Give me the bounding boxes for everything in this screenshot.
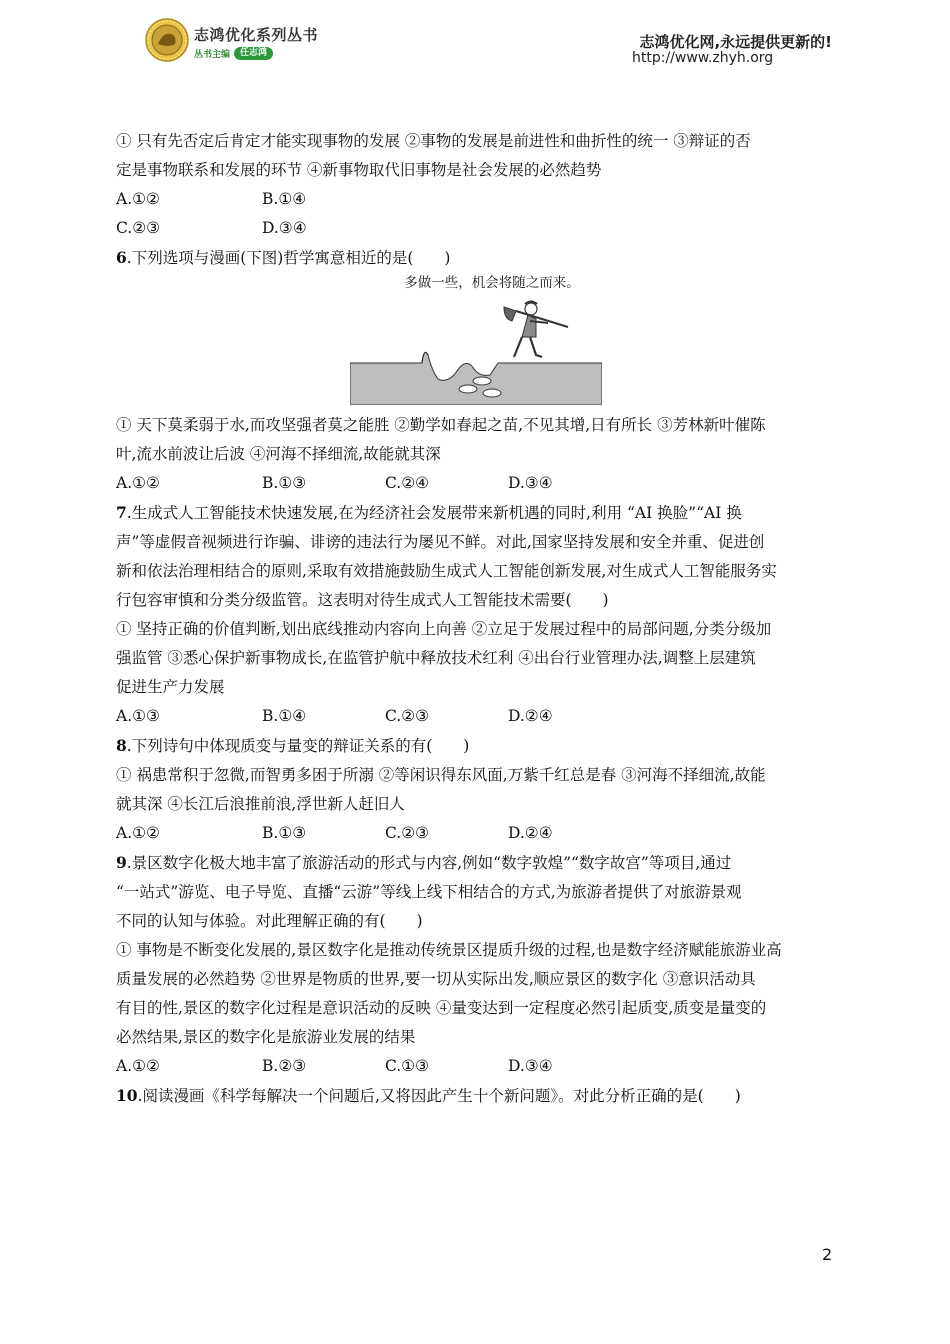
q8-statement-line: 就其深 ④长江后浪推前浪,浮世新人赶旧人	[116, 795, 405, 813]
q7-stem-line: 声”等虚假音视频进行诈骗、诽谤的违法行为屡见不鲜。对此,国家坚持发展和安全并重、促进创	[116, 533, 765, 551]
option-a: A.①③	[116, 707, 160, 725]
option-a: A.①②	[116, 474, 160, 492]
q9-stem-line: 不同的认知与体验。对此理解正确的有( )	[116, 912, 423, 930]
option-c: C.②③	[385, 707, 430, 725]
q7-stem-text: .生成式人工智能技术快速发展,在为经济社会发展带来新机遇的同时,利用 “AI 换脸”“AI 换	[126, 504, 742, 522]
q5-statement-line: 定是事物联系和发展的环节 ④新事物取代旧事物是社会发展的必然趋势	[116, 161, 602, 179]
q7-statement-line: ① 坚持正确的价值判断,划出底线推动内容向上向善 ②立足于发展过程中的局部问题,分类分级加	[116, 620, 772, 638]
option-c: C.②③	[385, 824, 430, 842]
option-a: A.①②	[116, 1057, 160, 1075]
q6-number: 6	[116, 248, 127, 267]
q5-options	[116, 185, 838, 214]
q9-statement-line: 必然结果,景区的数字化是旅游业发展的结果	[116, 1028, 416, 1046]
option-d: D.③④	[508, 1057, 553, 1075]
option-d: D.②④	[508, 824, 553, 842]
q7-statement-line: 促进生产力发展	[116, 678, 225, 696]
site-url[interactable]: http://www.zhyh.org	[632, 50, 774, 66]
option-b: B.①④	[262, 190, 307, 208]
q9-number: 9	[116, 853, 127, 872]
q8-stem	[116, 731, 838, 761]
q6-cartoon-figure	[350, 297, 602, 405]
q7-number: 7	[116, 503, 127, 522]
option-d: D.③④	[262, 219, 307, 237]
option-b: B.②③	[262, 1057, 307, 1075]
q10-stem-text: .阅读漫画《科学每解决一个问题后,又将因此产生十个新问题》。对此分析正确的是( )	[137, 1087, 741, 1105]
brand-sub-name: 任志鸿	[234, 47, 273, 60]
q8-options	[116, 819, 838, 848]
brand-subtitle	[194, 47, 273, 60]
page-number: 2	[822, 1245, 833, 1264]
q6-statement-line: ① 天下莫柔弱于水,而攻坚强者莫之能胜 ②勤学如春起之苗,不见其增,日有所长 ③芳林新叶催陈	[116, 416, 766, 434]
q8-statement-line: ① 祸患常积于忽微,而智勇多困于所溺 ②等闲识得东风面,万紫千红总是春 ③河海不择细流,故能	[116, 766, 766, 784]
q10-stem	[116, 1081, 838, 1111]
brand-sub-label: 丛书主编	[194, 50, 231, 60]
option-d: D.③④	[508, 474, 553, 492]
q9-options	[116, 1052, 838, 1081]
q9-stem-text: .景区数字化极大地丰富了旅游活动的形式与内容,例如“数字敦煌”“数字故宫”等项目,通过	[126, 854, 732, 872]
q7-stem-line: 新和依法治理相结合的原则,采取有效措施鼓励生成式人工智能创新发展,对生成式人工智能服务实	[116, 562, 777, 580]
q7-stem-line: 行包容审慎和分类分级监管。这表明对待生成式人工智能技术需要( )	[116, 591, 609, 609]
q7-stem	[116, 498, 838, 528]
q10-number: 10	[116, 1086, 138, 1105]
option-a: A.①②	[116, 824, 160, 842]
option-c: C.②④	[385, 474, 430, 492]
q5-options	[116, 214, 838, 243]
page-header	[0, 0, 950, 80]
q9-statement-line: ① 事物是不断变化发展的,景区数字化是推动传统景区提质升级的过程,也是数字经济赋能旅游业高	[116, 941, 782, 959]
q5-statement-line: ① 只有先否定后肯定才能实现事物的发展 ②事物的发展是前进性和曲折性的统一 ③辩证的否	[116, 132, 751, 150]
q6-statement-line: 叶,流水前波让后波 ④河海不择细流,故能就其深	[116, 445, 441, 463]
question-content	[116, 127, 838, 1111]
q7-statement-line: 强监管 ③悉心保护新事物成长,在监管护航中释放技术红利 ④出台行业管理办法,调整上层建筑	[116, 649, 756, 667]
q9-statement-line: 质量发展的必然趋势 ②世界是物质的世界,要一切从实际出发,顺应景区的数字化 ③意识活动具	[116, 970, 756, 988]
option-c: C.②③	[116, 219, 161, 237]
brand-title: 志鸿优化系列丛书	[194, 26, 319, 44]
option-b: B.①④	[262, 707, 307, 725]
option-a: A.①②	[116, 190, 160, 208]
option-b: B.①③	[262, 824, 307, 842]
q9-stem-line: “一站式”游览、电子导览、直播“云游”等线上线下相结合的方式,为旅游者提供了对旅游景观	[116, 883, 742, 901]
option-d: D.②④	[508, 707, 553, 725]
q9-stem	[116, 848, 838, 878]
option-b: B.①③	[262, 474, 307, 492]
q7-options	[116, 702, 838, 731]
brand-logo-icon	[145, 18, 189, 62]
site-slogan: 志鸿优化网,永远提供更新的!	[639, 33, 832, 51]
q8-number: 8	[116, 736, 127, 755]
q6-stem	[116, 243, 838, 273]
q6-options	[116, 469, 838, 498]
q8-stem-text: .下列诗句中体现质变与量变的辩证关系的有( )	[126, 737, 470, 755]
q6-figure-caption: 多做一些，机会将随之而来。	[404, 275, 580, 291]
q9-statement-line: 有目的性,景区的数字化过程是意识活动的反映 ④量变达到一定程度必然引起质变,质变是量变的	[116, 999, 767, 1017]
q6-stem-text: .下列选项与漫画(下图)哲学寓意相近的是( )	[126, 249, 451, 267]
option-c: C.①③	[385, 1057, 430, 1075]
